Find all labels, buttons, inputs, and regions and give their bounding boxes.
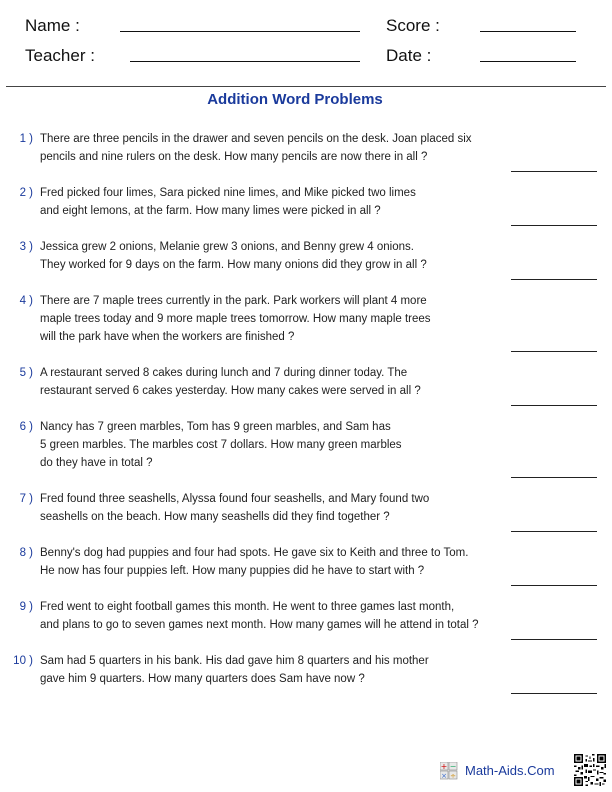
problem-text bbox=[40, 130, 505, 166]
problem-text bbox=[40, 364, 505, 400]
problem-line: and plans to go to seven games next month. How many games will he attend in total ? bbox=[40, 619, 479, 631]
svg-text:÷: ÷ bbox=[450, 772, 456, 780]
score-field[interactable] bbox=[480, 31, 576, 32]
problem-number: 4 ) bbox=[19, 295, 33, 307]
problem-number: 10 ) bbox=[13, 655, 33, 667]
problem-number: 5 ) bbox=[19, 367, 33, 379]
problem-text bbox=[40, 292, 505, 346]
problem-line: do they have in total ? bbox=[40, 457, 153, 469]
problem-text bbox=[40, 652, 505, 688]
answer-blank[interactable] bbox=[511, 477, 597, 478]
problem-number: 3 ) bbox=[19, 241, 33, 253]
name-field[interactable] bbox=[120, 31, 360, 32]
problem-line: He now has four puppies left. How many puppies did he have to start with ? bbox=[40, 565, 425, 577]
answer-blank[interactable] bbox=[511, 405, 597, 406]
problem-line: pencils and nine rulers on the desk. How many pencils are now there in all ? bbox=[40, 151, 428, 163]
score-label: Score : bbox=[386, 16, 440, 35]
answer-blank[interactable] bbox=[511, 531, 597, 532]
problem-line: maple trees today and 9 more maple trees tomorrow. How many maple trees bbox=[40, 313, 431, 325]
qr-code-icon bbox=[574, 754, 606, 786]
problem-line: will the park have when the workers are finished ? bbox=[40, 331, 295, 343]
svg-text:−: − bbox=[449, 762, 457, 771]
answer-blank[interactable] bbox=[511, 639, 597, 640]
page-title: Addition Word Problems bbox=[207, 91, 383, 108]
problem-line: and eight lemons, at the farm. How many limes were picked in all ? bbox=[40, 205, 381, 217]
date-field[interactable] bbox=[480, 61, 576, 62]
answer-blank[interactable] bbox=[511, 171, 597, 172]
problem-text bbox=[40, 598, 505, 634]
problem-number: 6 ) bbox=[19, 421, 33, 433]
answer-blank[interactable] bbox=[511, 279, 597, 280]
problem-line: gave him 9 quarters. How many quarters does Sam have now ? bbox=[40, 673, 365, 685]
problem-number: 7 ) bbox=[19, 493, 33, 505]
brand-name[interactable]: Math-Aids.Com bbox=[465, 763, 555, 778]
problem-line: Benny's dog had puppies and four had spots. He gave six to Keith and three to Tom. bbox=[40, 547, 469, 559]
teacher-field[interactable] bbox=[130, 61, 360, 62]
problem-line: Nancy has 7 green marbles, Tom has 9 green marbles, and Sam has bbox=[40, 421, 391, 433]
problem-line: A restaurant served 8 cakes during lunch and 7 during dinner today. The bbox=[40, 367, 408, 379]
problem-text bbox=[40, 184, 505, 220]
answer-blank[interactable] bbox=[511, 585, 597, 586]
svg-text:×: × bbox=[441, 772, 447, 780]
date-label: Date : bbox=[386, 46, 432, 65]
problem-line: Fred went to eight football games this month. He went to three games last month, bbox=[40, 601, 455, 613]
problem-text bbox=[40, 544, 505, 580]
problem-line: They worked for 9 days on the farm. How many onions did they grow in all ? bbox=[40, 259, 427, 271]
problem-line: 5 green marbles. The marbles cost 7 dollars. How many green marbles bbox=[40, 439, 402, 451]
svg-text:+: + bbox=[440, 762, 448, 771]
problem-line: Fred picked four limes, Sara picked nine limes, and Mike picked two limes bbox=[40, 187, 416, 199]
problem-line: restaurant served 6 cakes yesterday. How many cakes were served in all ? bbox=[40, 385, 421, 397]
problem-number: 1 ) bbox=[19, 133, 33, 145]
problem-number: 8 ) bbox=[19, 547, 33, 559]
problem-number: 2 ) bbox=[19, 187, 33, 199]
problem-line: There are 7 maple trees currently in the park. Park workers will plant 4 more bbox=[40, 295, 427, 307]
name-label: Name : bbox=[25, 16, 80, 35]
problem-line: seashells on the beach. How many seashells did they find together ? bbox=[40, 511, 390, 523]
problem-line: Fred found three seashells, Alyssa found four seashells, and Mary found two bbox=[40, 493, 430, 505]
answer-blank[interactable] bbox=[511, 351, 597, 352]
problem-text bbox=[40, 490, 505, 526]
answer-blank[interactable] bbox=[511, 693, 597, 694]
problem-line: There are three pencils in the drawer and seven pencils on the desk. Joan placed six bbox=[40, 133, 472, 145]
teacher-label: Teacher : bbox=[25, 46, 95, 65]
problem-line: Sam had 5 quarters in his bank. His dad gave him 8 quarters and his mother bbox=[40, 655, 429, 667]
problem-text bbox=[40, 238, 505, 274]
problem-number: 9 ) bbox=[19, 601, 33, 613]
problem-text bbox=[40, 418, 505, 472]
problem-line: Jessica grew 2 onions, Melanie grew 3 onions, and Benny grew 4 onions. bbox=[40, 241, 414, 253]
answer-blank[interactable] bbox=[511, 225, 597, 226]
header-divider bbox=[6, 86, 606, 87]
calculator-icon bbox=[440, 762, 458, 780]
